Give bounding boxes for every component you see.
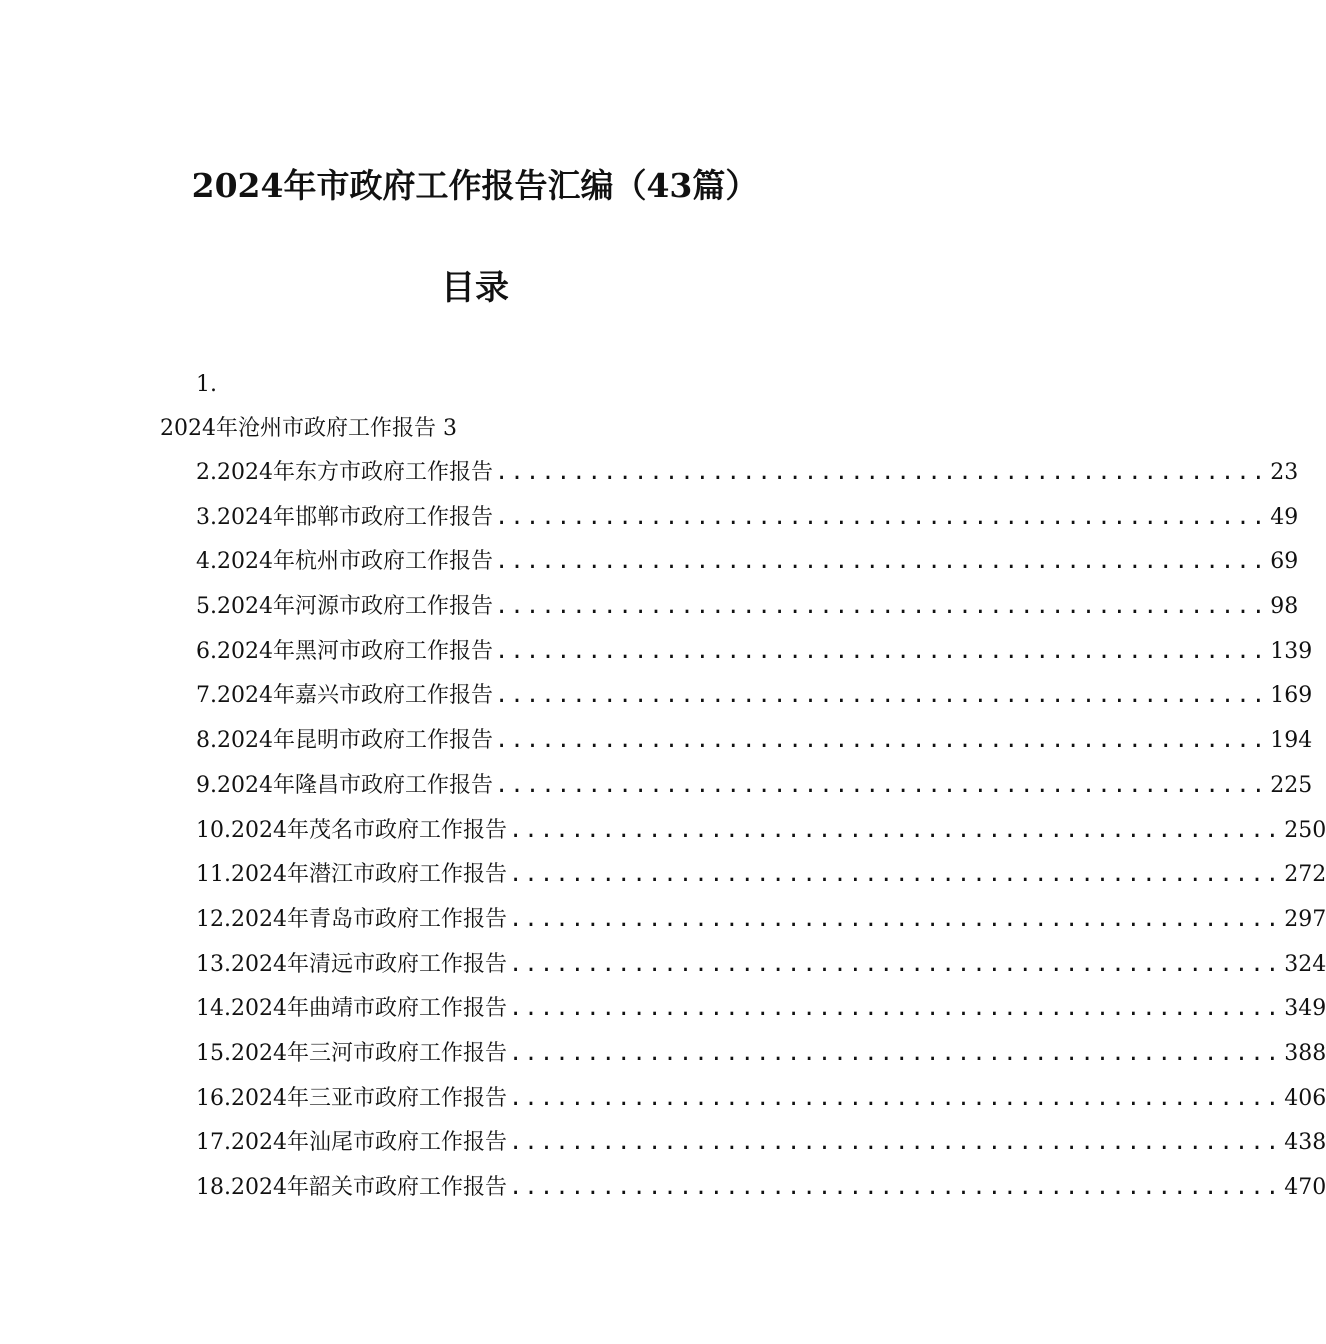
toc-dot-leader: .................................................. bbox=[508, 1175, 1282, 1200]
toc-entry-label: 10.2024年茂名市政府工作报告 bbox=[196, 817, 507, 843]
toc-entry-label: 14.2024年曲靖市政府工作报告 bbox=[196, 996, 507, 1022]
toc-entry-label: 7.2024年嘉兴市政府工作报告 bbox=[196, 683, 493, 709]
toc-entry-1-number[interactable]: 1. bbox=[196, 372, 217, 397]
toc-heading: 目录 bbox=[441, 268, 509, 308]
toc-list bbox=[196, 456, 1326, 1216]
toc-page-number: 194 bbox=[1270, 728, 1313, 754]
toc-page-number: 324 bbox=[1284, 951, 1326, 977]
toc-dot-leader: .................................................. bbox=[494, 728, 1268, 754]
toc-entry-label: 15.2024年三河市政府工作报告 bbox=[196, 1040, 507, 1066]
toc-dot-leader: .................................................. bbox=[508, 1130, 1282, 1156]
toc-entry[interactable] bbox=[196, 1126, 1326, 1171]
toc-dot-leader: .................................................. bbox=[508, 996, 1282, 1022]
toc-dot-leader: .................................................. bbox=[508, 1085, 1282, 1111]
toc-page-number: 49 bbox=[1270, 504, 1299, 530]
toc-entry[interactable] bbox=[196, 590, 1299, 635]
toc-page-number: 470 bbox=[1284, 1175, 1326, 1200]
toc-dot-leader: .................................................. bbox=[494, 638, 1268, 664]
toc-page-number: 69 bbox=[1270, 549, 1299, 575]
toc-entry[interactable] bbox=[196, 814, 1326, 859]
toc-entry[interactable] bbox=[196, 724, 1313, 769]
toc-entry-label: 6.2024年黑河市政府工作报告 bbox=[196, 638, 493, 664]
toc-entry[interactable] bbox=[196, 1082, 1326, 1127]
toc-entry-label: 11.2024年潜江市政府工作报告 bbox=[196, 862, 507, 888]
toc-entry[interactable] bbox=[196, 1171, 1326, 1216]
toc-dot-leader: .................................................. bbox=[508, 817, 1282, 843]
toc-entry-1-text[interactable]: 2024年沧州市政府工作报告 3 bbox=[160, 416, 457, 441]
toc-entry-label: 13.2024年清远市政府工作报告 bbox=[196, 951, 507, 977]
toc-dot-leader: .................................................. bbox=[494, 549, 1268, 575]
toc-entry[interactable] bbox=[196, 456, 1299, 501]
toc-entry[interactable] bbox=[196, 679, 1313, 724]
toc-page-number: 98 bbox=[1270, 594, 1299, 620]
toc-page-number: 406 bbox=[1284, 1085, 1326, 1111]
toc-entry-label: 4.2024年杭州市政府工作报告 bbox=[196, 549, 493, 575]
toc-page-number: 272 bbox=[1284, 862, 1326, 888]
toc-dot-leader: .................................................. bbox=[508, 1040, 1282, 1066]
toc-page-number: 349 bbox=[1284, 996, 1326, 1022]
document-title: 2024年市政府工作报告汇编（43篇） bbox=[191, 166, 759, 205]
toc-entry[interactable] bbox=[196, 1037, 1326, 1082]
toc-page-number: 169 bbox=[1270, 683, 1313, 709]
toc-page-number: 388 bbox=[1284, 1040, 1326, 1066]
toc-entry-label: 16.2024年三亚市政府工作报告 bbox=[196, 1085, 507, 1111]
toc-entry-label: 3.2024年邯郸市政府工作报告 bbox=[196, 504, 493, 530]
toc-dot-leader: .................................................. bbox=[494, 504, 1268, 530]
toc-entry-label: 9.2024年隆昌市政府工作报告 bbox=[196, 772, 493, 798]
toc-page-number: 23 bbox=[1270, 460, 1299, 485]
toc-page-number: 225 bbox=[1270, 772, 1313, 798]
toc-page-number: 297 bbox=[1284, 906, 1326, 932]
toc-entry-label: 17.2024年汕尾市政府工作报告 bbox=[196, 1130, 507, 1156]
toc-dot-leader: .................................................. bbox=[508, 906, 1282, 932]
toc-entry-label: 12.2024年青岛市政府工作报告 bbox=[196, 906, 507, 932]
toc-dot-leader: .................................................. bbox=[508, 862, 1282, 888]
toc-page-number: 250 bbox=[1284, 817, 1326, 843]
toc-entry[interactable] bbox=[196, 501, 1299, 546]
toc-entry[interactable] bbox=[196, 948, 1326, 993]
toc-entry-label: 5.2024年河源市政府工作报告 bbox=[196, 594, 493, 620]
toc-entry[interactable] bbox=[196, 992, 1326, 1037]
toc-entry[interactable] bbox=[196, 545, 1299, 590]
toc-entry-label: 8.2024年昆明市政府工作报告 bbox=[196, 728, 493, 754]
toc-page-number: 438 bbox=[1284, 1130, 1326, 1156]
toc-entry[interactable] bbox=[196, 903, 1326, 948]
toc-entry-label: 18.2024年韶关市政府工作报告 bbox=[196, 1175, 507, 1200]
toc-entry[interactable] bbox=[196, 858, 1326, 903]
toc-dot-leader: .................................................. bbox=[508, 951, 1282, 977]
toc-page-number: 139 bbox=[1270, 638, 1313, 664]
toc-entry-label: 2.2024年东方市政府工作报告 bbox=[196, 460, 493, 485]
toc-dot-leader: .................................................. bbox=[494, 683, 1268, 709]
toc-entry[interactable] bbox=[196, 769, 1313, 814]
toc-dot-leader: .................................................. bbox=[494, 460, 1268, 485]
toc-dot-leader: .................................................. bbox=[494, 594, 1268, 620]
toc-entry[interactable] bbox=[196, 635, 1313, 680]
toc-dot-leader: .................................................. bbox=[494, 772, 1268, 798]
